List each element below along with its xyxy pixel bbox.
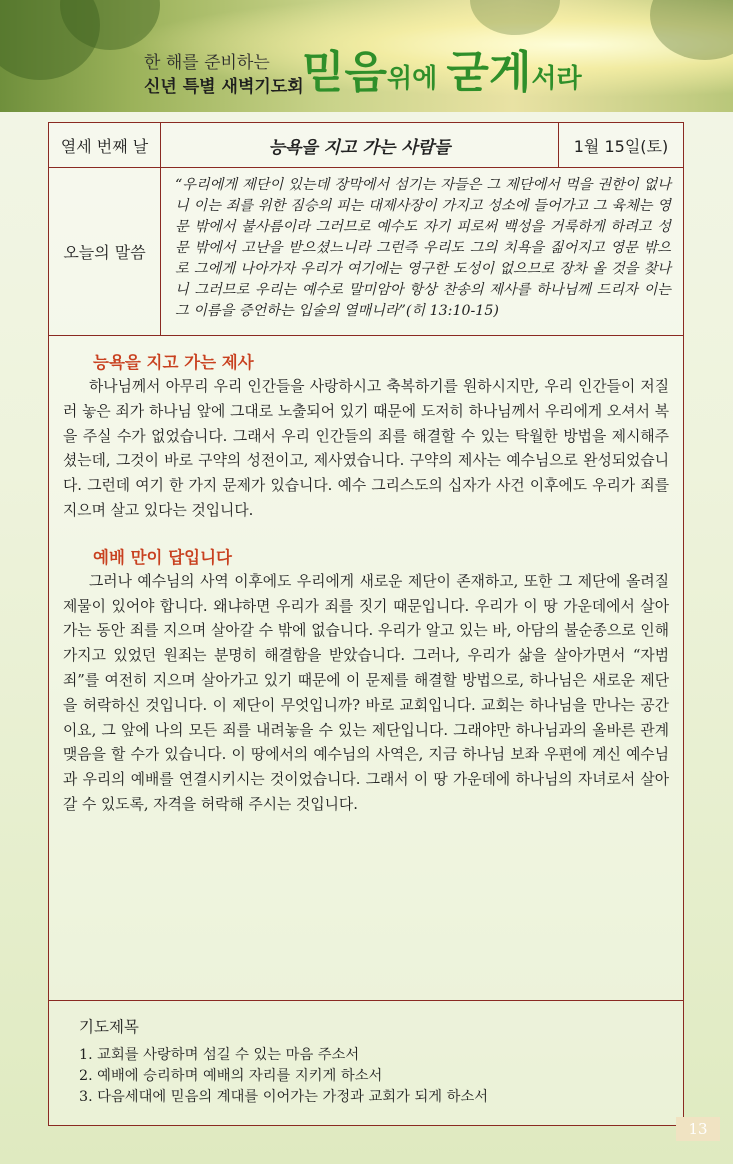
tree-decoration bbox=[650, 0, 733, 60]
section-title: 예배 만이 답입니다 bbox=[93, 547, 233, 567]
prayer-item: 1. 교회를 사랑하며 섬길 수 있는 마음 주소서 bbox=[79, 1047, 360, 1063]
prayer-item: 3. 다음세대에 믿음의 계대를 이어가는 가정과 교회가 되게 하소서 bbox=[79, 1089, 489, 1105]
banner-title-part: 위에 bbox=[387, 64, 447, 94]
banner-title-part: 서라 bbox=[531, 64, 582, 94]
devotional-body bbox=[49, 335, 683, 1001]
header-banner bbox=[0, 0, 733, 112]
prayer-item: 2. 예배에 승리하며 예배의 자리를 지키게 하소서 bbox=[79, 1068, 383, 1084]
banner-title-part: 믿음 bbox=[302, 47, 388, 98]
banner-title bbox=[302, 36, 582, 100]
prayer-title: 기도제목 bbox=[79, 1018, 139, 1036]
date-label: 1월 15일(토) bbox=[573, 136, 669, 156]
verse-label: 오늘의 말씀 bbox=[49, 167, 161, 335]
verse-text: “우리에게 제단이 있는데 장막에서 섬기는 자들은 그 제단에서 먹을 권한이 없나니 이는 죄를 위한 짐승의 피는 대제사장이 가지고 성소에 들어가고 그 육체는 영문 밖에서 불사름이라 그러므로 예수도 자기 피로써 백성을 거룩하게 하려고 성문 밖에서 고난을 받으셨느니라 그런즉 우리도 그의 치욕을 짊어지고 영문 밖으로 그에게 나아가자 우리가 여기에는 영구한 도성이 없으므로 장차 올 것을 찾나니 그러므로 우리는 예수로 말미암아 항상 찬송의 제사를 하나님께 드리자 이는 그 이름을 증언하는 입술의 열매니라”(히 13:10-15) bbox=[175, 177, 671, 319]
page-number: 13 bbox=[676, 1117, 720, 1141]
verse-row bbox=[49, 167, 683, 336]
section-paragraph: 하나님께서 아무리 우리 인간들을 사랑하시고 축복하기를 원하시지만, 우리 인간들이 저질러 놓은 죄가 하나님 앞에 그대로 노출되어 있기 때문에 도저히 하나님께서 우리에게 오셔서 복을 주실 수가 없었습니다. 그래서 우리 인간들의 죄를 해결할 수 있는 탁월한 방법을 제시해주셨는데, 그것이 바로 구약의 성전이고, 제사였습니다. 구약의 제사는 예수님으로 완성되었습니다. 그런데 여기 한 가지 문제가 있습니다. 예수 그리스도의 십자가 사건 이후에도 우리가 죄를 지으며 살고 있다는 것입니다. bbox=[63, 378, 670, 519]
banner-event-name: 신년 특별 새벽기도회 bbox=[144, 77, 304, 97]
devotional-frame bbox=[48, 122, 684, 1126]
header-row bbox=[49, 123, 683, 168]
banner-title-part: 굳게 bbox=[446, 47, 532, 98]
banner-subtitle: 한 해를 준비하는 bbox=[144, 53, 270, 73]
devotional-title: 능욕을 지고 가는 사람들 bbox=[161, 123, 559, 167]
section-title: 능욕을 지고 가는 제사 bbox=[93, 353, 254, 372]
tree-decoration bbox=[470, 0, 560, 35]
prayer-section bbox=[49, 1001, 683, 1108]
section-paragraph: 그러나 예수님의 사역 이후에도 우리에게 새로운 제단이 존재하고, 또한 그 제단에 올려질 제물이 있어야 합니다. 왜냐하면 우리가 죄를 짓기 때문입니다. 우리가 이 땅 가운데에서 살아가는 동안 죄를 지으며 살아갈 수 밖에 없습니다. 우리가 알고 있는 바, 아담의 불순종으로 인해 가지고 있었던 원죄는 분명히 해결함을 받았습니다. 그러나, 우리가 삶을 살아가면서 “자범죄”를 여전히 지으며 살아가고 있기 때문에 이 문제를 해결할 방법으로, 하나님은 새로운 제단을 허락하신 것입니다. 이 제단이 무엇입니까? 바로 교회입니다. 교회는 하나님을 만나는 공간이요, 그 앞에 나의 모든 죄를 내려놓을 수 있는 제단입니다. 그래야만 하나님과의 올바른 관계 맺음을 할 수가 있습니다. 이 땅에서의 예수님의 사역은, 지금 하나님 보좌 우편에 계신 예수님과 우리의 예배를 연결시키시는 것이었습니다. 그래서 이 땅 가운데에 하나님의 자녀로서 살아갈 수 있도록, 자격을 허락해 주시는 것입니다. bbox=[63, 572, 669, 813]
day-label: 열세 번째 날 bbox=[49, 123, 161, 167]
